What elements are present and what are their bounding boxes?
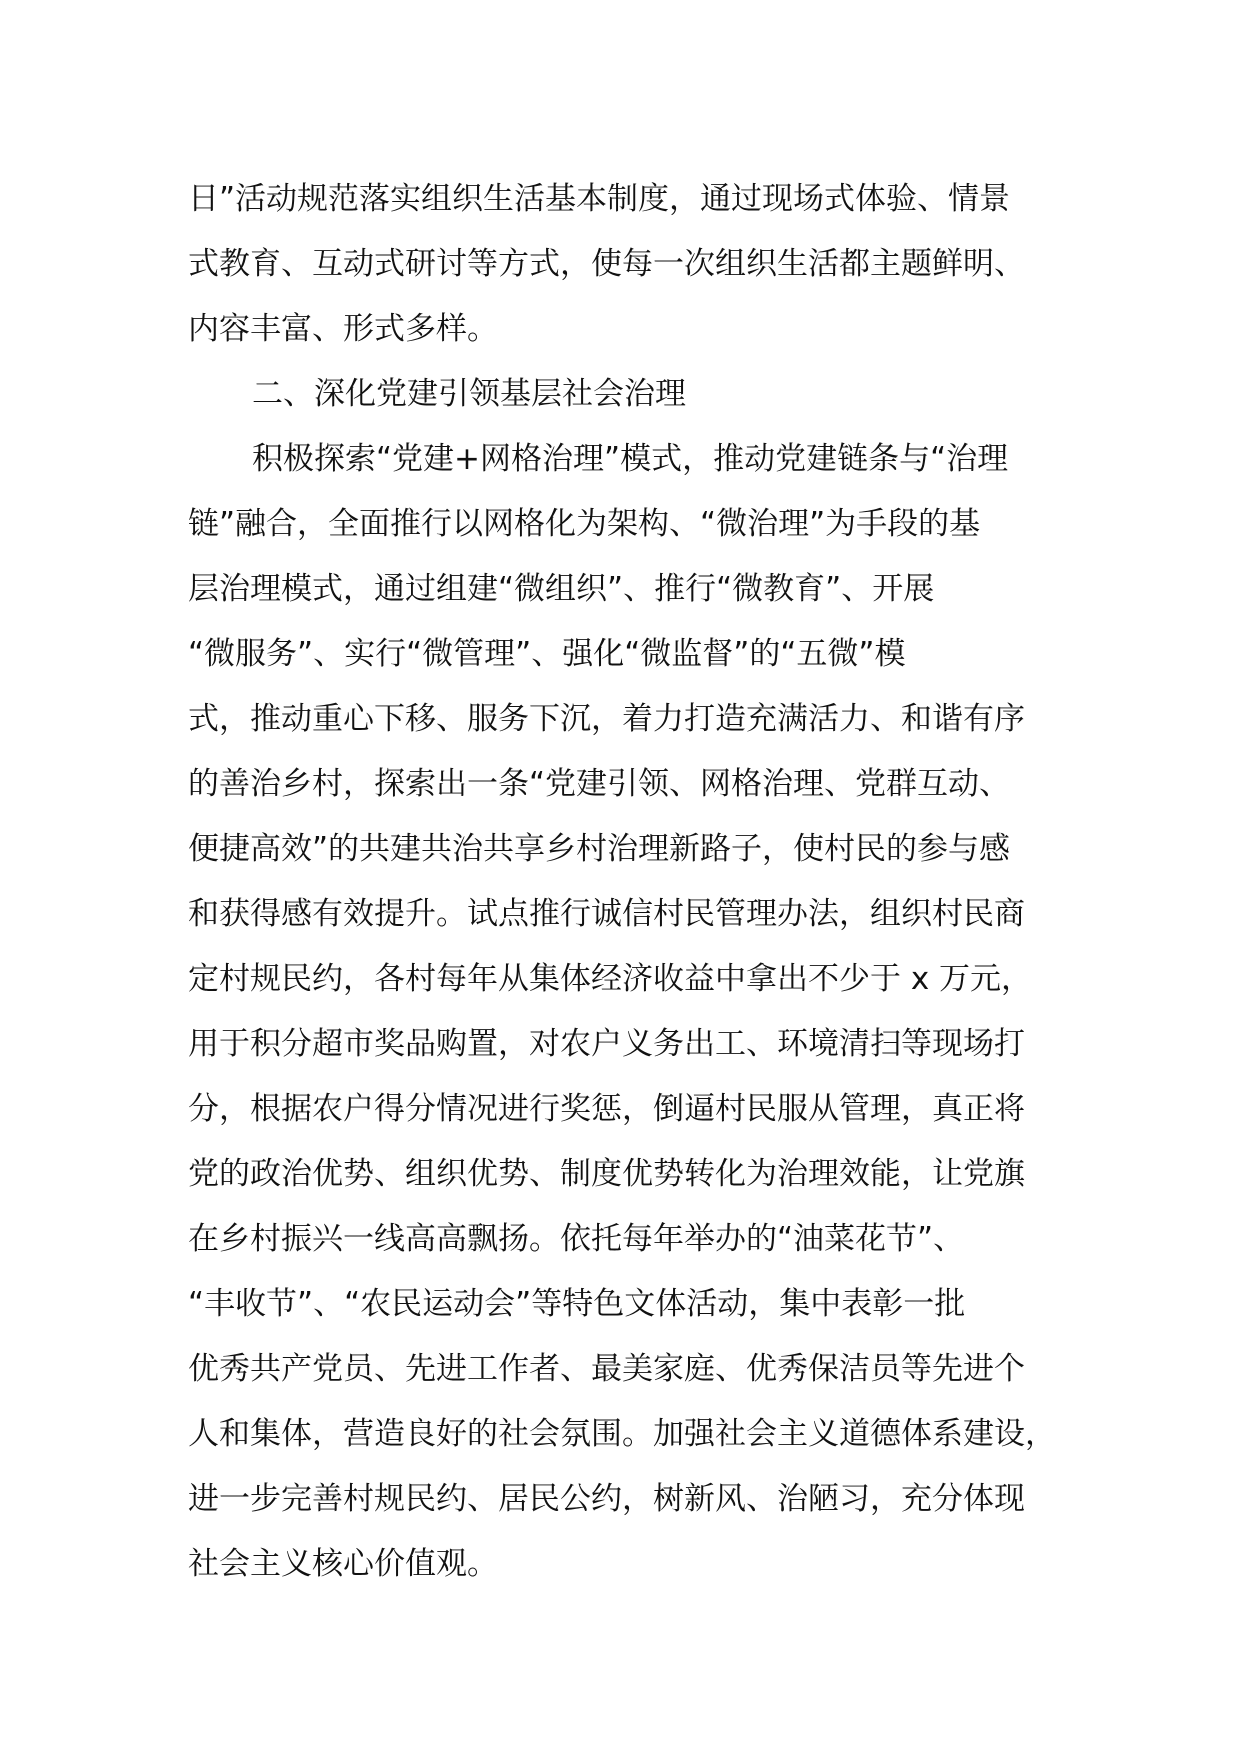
paragraph-line: 党的政治优势、组织优势、制度优势转化为治理效能，让党旗	[188, 1156, 1025, 1192]
paragraph-line: 人和集体，营造良好的社会氛围。加强社会主义道德体系建设，	[188, 1416, 1056, 1452]
paragraph-line: 用于积分超市奖品购置，对农户义务出工、环境清扫等现场打	[188, 1026, 1025, 1062]
paragraph-line: “微服务”、实行“微管理”、强化“微监督”的“五微”模	[188, 636, 906, 672]
paragraph-line: 在乡村振兴一线高高飘扬。依托每年举办的“油菜花节”、	[188, 1221, 965, 1257]
paragraph-line: 内容丰富、形式多样。	[188, 311, 498, 347]
paragraph-line: 层治理模式，通过组建“微组织”、推行“微教育”、开展	[188, 571, 935, 607]
paragraph-line: 便捷高效”的共建共治共享乡村治理新路子，使村民的参与感	[188, 831, 1011, 867]
paragraph-line: 优秀共产党员、先进工作者、最美家庭、优秀保洁员等先进个	[188, 1351, 1025, 1387]
section-heading: 二、深化党建引领基层社会治理	[252, 376, 686, 412]
paragraph-line: 日”活动规范落实组织生活基本制度，通过现场式体验、情景	[188, 181, 1011, 217]
paragraph-line: 链”融合，全面推行以网格化为架构、“微治理”为手段的基	[188, 506, 981, 542]
paragraph-line: 进一步完善村规民约、居民公约，树新风、治陋习，充分体现	[188, 1481, 1025, 1517]
paragraph-line: 式，推动重心下移、服务下沉，着力打造充满活力、和谐有序	[188, 701, 1025, 737]
paragraph-line: 社会主义核心价值观。	[188, 1546, 498, 1582]
paragraph-line: 和获得感有效提升。试点推行诚信村民管理办法，组织村民商	[188, 896, 1025, 932]
paragraph-line: 积极探索“党建+网格治理”模式，推动党建链条与“治理	[252, 441, 1009, 477]
paragraph-line: 式教育、互动式研讨等方式，使每一次组织生活都主题鲜明、	[188, 246, 1025, 282]
document-body	[188, 167, 1088, 1597]
paragraph-line: 的善治乡村，探索出一条“党建引领、网格治理、党群互动、	[188, 766, 1011, 802]
paragraph-line: “丰收节”、“农民运动会”等特色文体活动，集中表彰一批	[188, 1286, 966, 1322]
paragraph-line: 定村规民约，各村每年从集体经济收益中拿出不少于 x 万元，	[188, 961, 1033, 997]
paragraph-line: 分，根据农户得分情况进行奖惩，倒逼村民服从管理，真正将	[188, 1091, 1025, 1127]
